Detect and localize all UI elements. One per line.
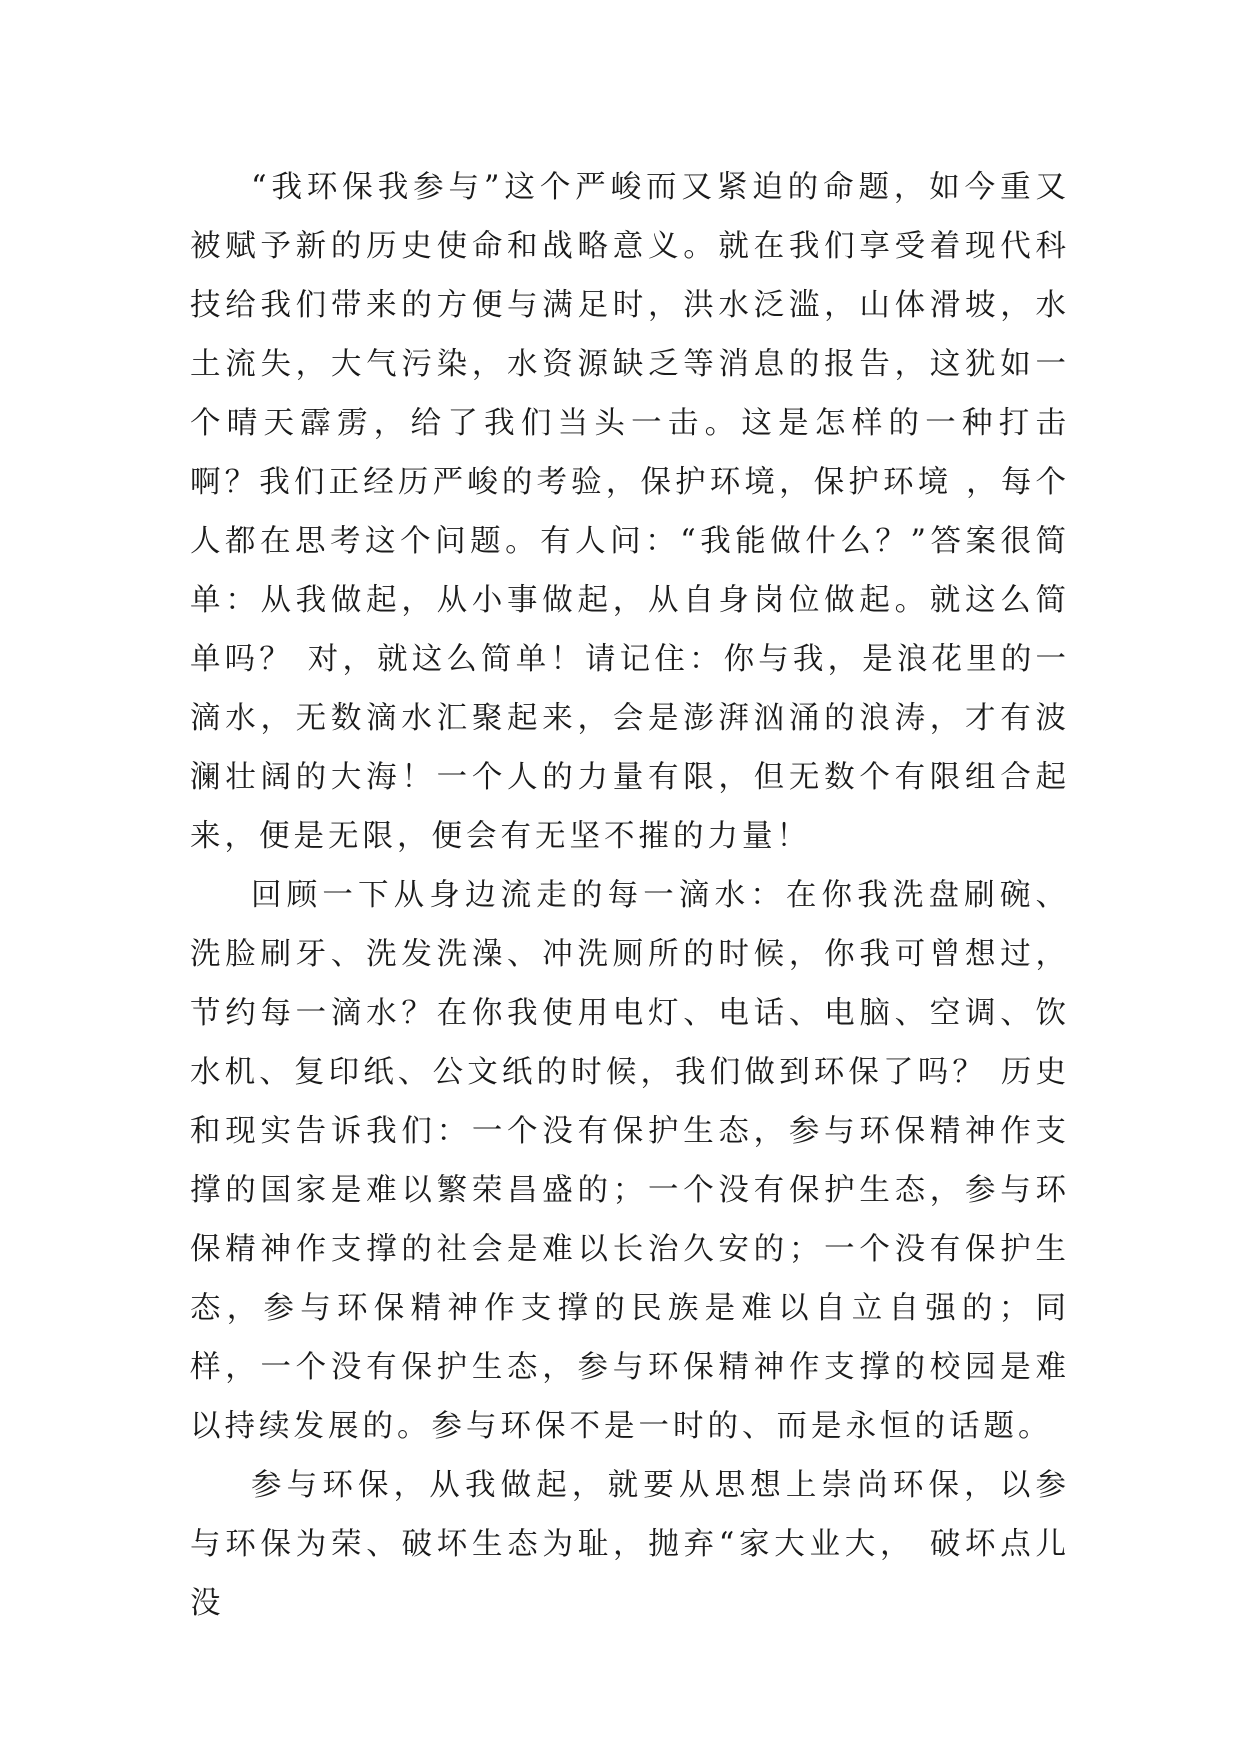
paragraph-2: 回顾一下从身边流走的每一滴水：在你我洗盘刷碗、洗脸刷牙、洗发洗澡、冲洗厕所的时候，你我可曾想过，节约每一滴水？在你我使用电灯、电话、电脑、空调、饮水机、复印纸、公文纸的时候，我们做到环保了吗？ 历史和现实告诉我们：一个没有保护生态，参与环保精神作支撑的国家是难以繁荣昌盛的；一个没有保护生态，参与环保精神作支撑的社会是难以长治久安的；一个没有保护生态，参与环保精神作支撑的民族是难以自立自强的；同样，一个没有保护生态，参与环保精神作支撑的校园是难以持续发展的。参与环保不是一时的、而是永恒的话题。 bbox=[190, 878, 1070, 1444]
paragraph-3: 参与环保，从我做起，就要从思想上崇尚环保，以参与环保为荣、破坏生态为耻，抛弃“家大业大， 破坏点儿没 bbox=[190, 1468, 1070, 1621]
paragraph-1: “我环保我参与”这个严峻而又紧迫的命题，如今重又被赋予新的历史使命和战略意义。就在我们享受着现代科技给我们带来的方便与满足时，洪水泛滥，山体滑坡，水土流失，大气污染，水资源缺乏等消息的报告，这犹如一个晴天霹雳，给了我们当头一击。这是怎样的一种打击啊？我们正经历严峻的考验，保护环境，保护环境 ，每个人都在思考这个问题。有人问：“我能做什么？”答案很简单：从我做起，从小事做起，从自身岗位做起。就这么简单吗？ 对，就这么简单！请记住：你与我，是浪花里的一滴水，无数滴水汇聚起来，会是澎湃汹涌的浪涛，才有波澜壮阔的大海！一个人的力量有限，但无数个有限组合起来，便是无限，便会有无坚不摧的力量！ bbox=[190, 170, 1070, 854]
document-body bbox=[190, 158, 1070, 1633]
